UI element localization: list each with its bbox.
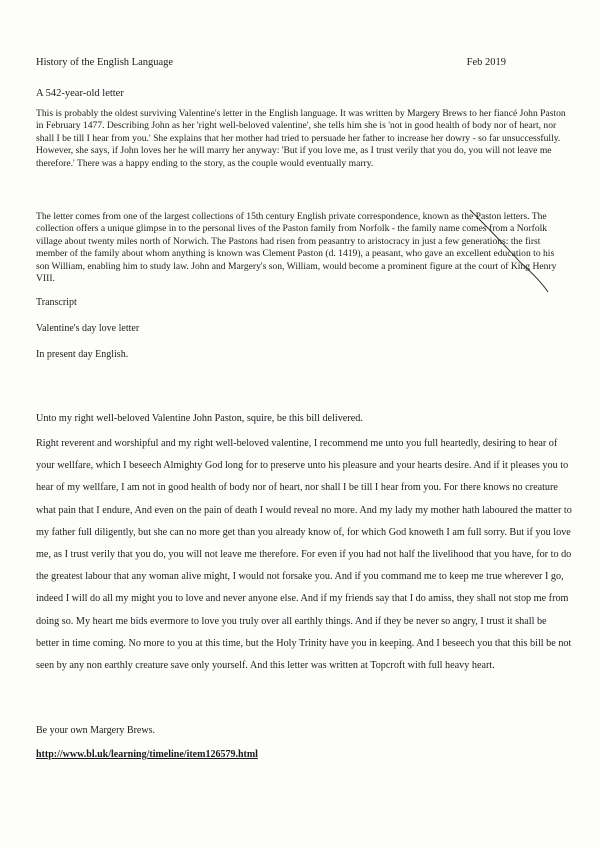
transcript-heading: Transcript — [36, 297, 77, 308]
transcript-note: In present day English. — [36, 349, 129, 360]
document-header — [36, 57, 546, 68]
intro-paragraph-1: This is probably the oldest surviving Valentine's letter in the English language. It was written by Margery Brews to her fiancé John Paston in February 1477. Describing John as her 'right well-beloved valentine', she tells him she is 'not in good health of body nor of heart, nor shall I be till I hear from you.' She explains that her mother had tried to persuade her father to increase her dowry - so far unsuccessfully. However, she says, if John loves her he will marry her anyway: 'But if you love me, as I trust verily that you do, you will not leave me therefore.' There was a happy ending to the story, as the couple would eventually marry. — [36, 108, 566, 169]
letter-opening: Unto my right well-beloved Valentine John Paston, squire, be this bill delivered. — [36, 413, 363, 424]
course-title: History of the English Language — [36, 57, 174, 68]
document-date: Feb 2019 — [466, 57, 506, 68]
intro-paragraph-2: The letter comes from one of the largest collections of 15th century English private correspondence, known as the Paston letters. The collection offers a unique glimpse in to the personal lives of the Paston family from Norfolk - the family name comes from a Norfolk village about twenty miles north of Norwich. The Pastons had risen from peasantry to aristocracy in just a few generations: the first member of the family about whom anything is known was Clement Paston (d. 1419), a peasant, who gave an excellent education to his son William, enabling him to study law. John and Margery's son, William, would become a prominent figure at the court of King Henry VIII. — [36, 211, 557, 285]
letter-body: Right reverent and worshipful and my right well-beloved valentine, I recommend me unto you full heartedly, desiring to hear of your wellfare, which I beseech Almighty God long for to preserve unto his pleasure and your hearts desire. And if it pleases you to hear of my wellfare, I am not in good health of body nor of heart, nor shall I be till I hear from you. For there knows no creature what pain that I endure, And even on the pain of death I would reveal no more. And my lady my mother hath laboured the matter to my father full diligently, but she can no more get than you already know of, for which God knoweth I am full sorry. But if you love me, as I trust verily that you do, you will not leave me therefore. For even if you had not half the livelihood that you have, for to do the greatest labour that any woman alive might, I would not forsake you. And if you command me to keep me true wherever I go, indeed I will do all my might you to love and never anyone else. And if my friends say that I do amiss, they shall not stop me from doing so. My heart me bids evermore to love you truly over all earthly things. And if they be never so angry, I trust it shall be better in time coming. No more to you at this time, but the Holy Trinity have you in keeping. And I beseech you that this bill be not seen by any non earthly creature save only yourself. And this letter was written at Topcroft with full heavy heart. — [36, 438, 572, 672]
article-title: A 542-year-old letter — [36, 88, 124, 99]
transcript-subheading: Valentine's day love letter — [36, 323, 140, 334]
source-link[interactable]: http://www.bl.uk/learning/timeline/item126579.html — [36, 749, 258, 760]
letter-signature: Be your own Margery Brews. — [36, 725, 155, 736]
